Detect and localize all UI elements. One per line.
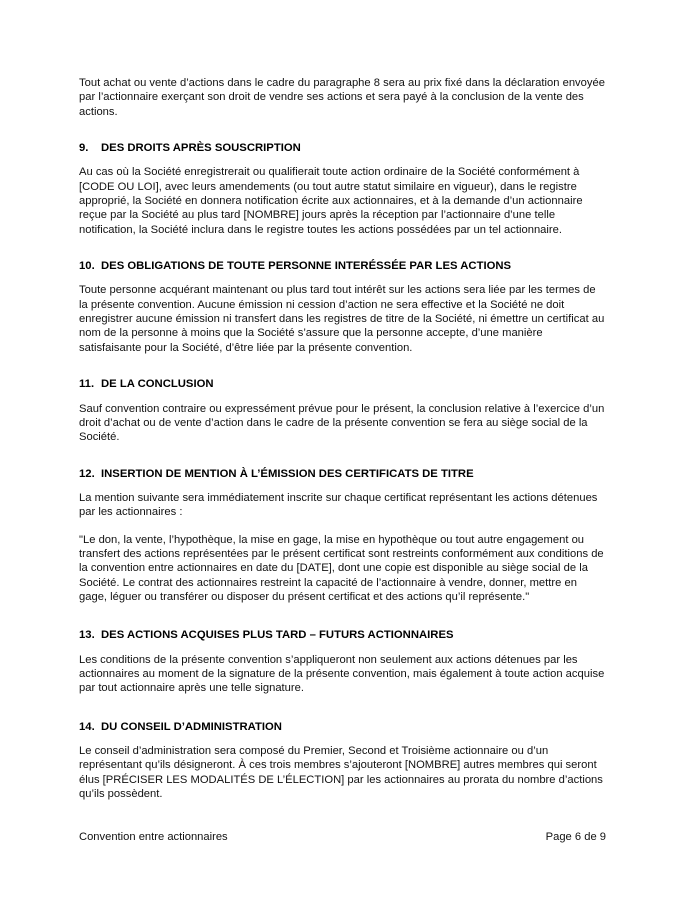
page-footer	[79, 830, 606, 844]
section-12-title: INSERTION DE MENTION À L’ÉMISSION DES CERTIFICATS DE TITRE	[101, 467, 474, 480]
section-12-heading	[79, 467, 606, 481]
section-13-number: 13.	[79, 629, 95, 642]
section-13-title: DES ACTIONS ACQUISES PLUS TARD – FUTURS ACTIONNAIRES	[101, 629, 454, 642]
section-10-number: 10.	[79, 260, 95, 273]
section-14-title: DU CONSEIL D’ADMINISTRATION	[101, 720, 282, 733]
section-11-heading	[79, 377, 606, 391]
section-11-title: DE LA CONCLUSION	[101, 378, 214, 391]
section-13-body: Les conditions de la présente convention s’appliqueront non seulement aux actions détenues par les actionnaires au moment de la signature de la présente convention, mais également à toute action acquise par tout actionnaire après une telle signature.	[79, 653, 605, 695]
section-14-number: 14.	[79, 720, 95, 733]
section-11	[79, 377, 606, 444]
section-10-heading	[79, 259, 606, 273]
section-14-body: Le conseil d’administration sera composé du Premier, Second et Troisième actionnaire ou d’un représentant qu’ils désigneront. À ces trois membres s’ajouteront [NOMBRE] autres membres qui seront élus [PRÉCISER LES MODALITÉS DE L’ÉLECTION] par les actionnaires au prorata du nombre d’actions qu’ils possèdent.	[79, 745, 603, 801]
section-13	[79, 628, 606, 695]
section-11-body: Sauf convention contraire ou expressément prévue pour le présent, la conclusion relative à l’exercice d’un droit d’achat ou de vente d’action dans le cadre de la présente convention se fera au siège social de la Société.	[79, 402, 605, 444]
section-12	[79, 467, 606, 605]
section-10-body: Toute personne acquérant maintenant ou plus tard tout intérêt sur les actions sera liée par les termes de la présente convention. Aucune émission ni cession d’action ne sera effective et la Société ne doit enregistrer aucune émission ni transfert dans les registres de titre de la Société, ni émettre un certificat au nom de la personne à moins que la Société s’assure que la personne accepte, d’une manière satisfaisante pour la Société, d’être liée par la présente convention.	[79, 284, 605, 354]
section-14	[79, 720, 606, 802]
footer-document-title: Convention entre actionnaires	[79, 831, 228, 843]
section-9-number: 9.	[79, 142, 89, 155]
section-12-number: 12.	[79, 467, 95, 480]
footer-page-number: Page 6 de 9	[545, 831, 606, 843]
section-10	[79, 259, 606, 355]
section-10-title: DES OBLIGATIONS DE TOUTE PERSONNE INTERÉSSÉE PAR LES ACTIONS	[101, 260, 512, 273]
section-12-legend-quote: "Le don, la vente, l’hypothèque, la mise en gage, la mise en hypothèque ou tout autre engagement ou transfert des actions représentées par le présent certificat sont restreints conformément aux conditions de la convention entre actionnaires en date du [DATE], dont une copie est disponible au siège social de la Société. Le contrat des actionnaires restreint la capacité de l’actionnaire à vendre, donner, mettre en gage, léguer ou transférer ou disposer du présent certificat et des actions qu’il représente."	[79, 533, 604, 603]
section-9-title: DES DROITS APRÈS SOUSCRIPTION	[101, 142, 301, 155]
section-9-body: Au cas où la Société enregistrerait ou qualifierait toute action ordinaire de la Société conformément à [CODE OU LOI], avec leurs amendements (ou tout autre statut similaire en vigueur), dans le registre approprié, la Société en donnera notification écrite aux actionnaires, et à la demande d’un actionnaire reçue par la Société au plus tard [NOMBRE] jours après la réception par l’actionnaire d’une telle notification, la Société inclura dans le registre toutes les actions possédées par un tel actionnaire.	[79, 166, 583, 236]
document-body	[79, 76, 606, 801]
section-9-heading	[79, 141, 606, 155]
section-14-heading	[79, 720, 606, 734]
section-11-number: 11.	[79, 378, 95, 391]
section-12-body: La mention suivante sera immédiatement inscrite sur chaque certificat représentant les actions détenues par les actionnaires :	[79, 491, 598, 519]
section-9	[79, 141, 606, 237]
section-13-heading	[79, 628, 606, 642]
lead-paragraph: Tout achat ou vente d’actions dans le cadre du paragraphe 8 sera au prix fixé dans la déclaration envoyée par l’actionnaire exerçant son droit de vendre ses actions et sera payé à la conclusion de la vente des actions.	[79, 77, 605, 118]
